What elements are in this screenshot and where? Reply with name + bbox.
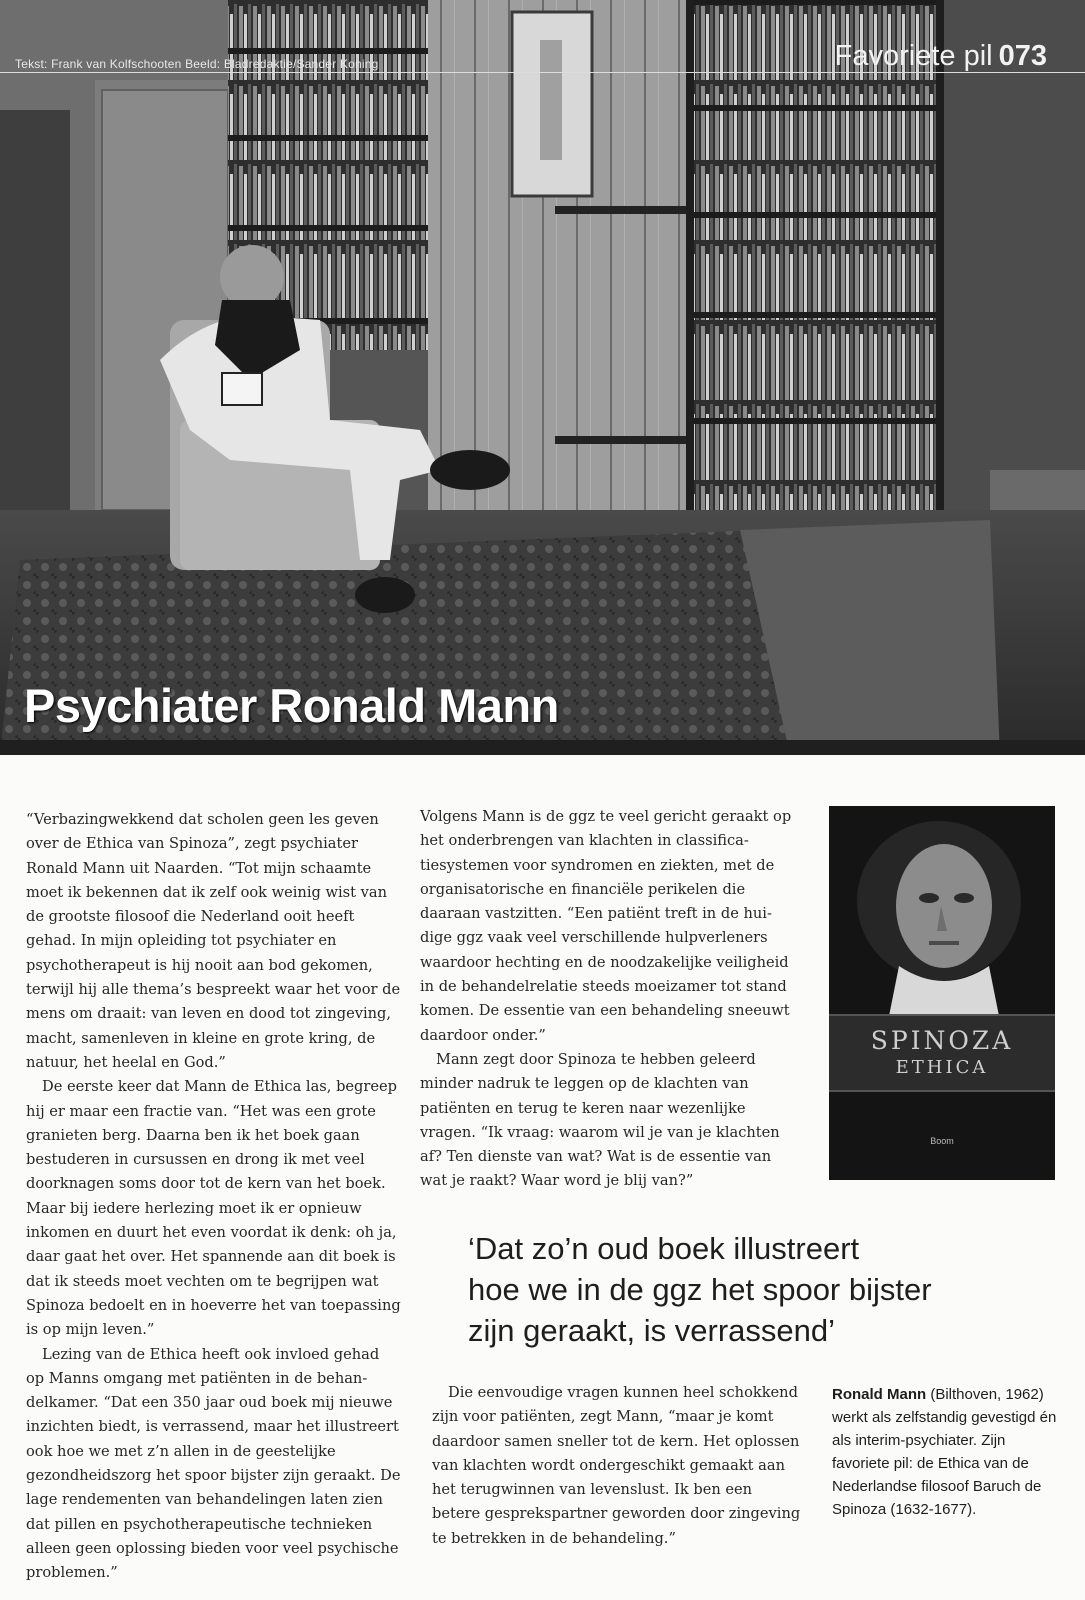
book-publisher: Boom [930,1136,954,1146]
paragraph: “Verbazingwekkend dat scholen geen les geven over de Ethica van Spinoza”, zegt psychiater Ronald Mann uit Naarden. “Tot mijn schaamte moet ik bekennen dat ik zelf ook weinig wist van de grootste filosoof die Nederland ooit heeft gehad. In mijn opleiding tot psychiater en psychotherapeut is hij nooit aan bod gekomen, terwijl hij alle thema’s bespreekt waar het voor de mens om draait: van leven en dood tot zingeving, macht, samenleven in kleine en grote kring, de natuur, het heelal en God.” [26,811,401,1071]
paragraph: Die eenvoudige vragen kunnen heel schokkend zijn voor patiënten, zegt Mann, “maar je komt daardoor samen sneller tot de kern. Het oplossen van klachten wordt ondergeschikt gemaakt aan het terugwinnen van levenslust. Ik ben een betere gesprekspartner geworden door zingeving te betrekken in de behandeling.” [432,1384,801,1547]
header-photo [0,0,1085,755]
bio-name: Ronald Mann [832,1386,927,1403]
pull-quote-line: hoe we in de ggz het spoor bijster [468,1272,932,1307]
author-bio [832,1383,1062,1521]
pull-quote-line: zijn geraakt, is verrassend’ [468,1313,835,1348]
article-column-2 [420,805,798,1194]
book-cover-image [829,806,1055,1180]
article-column-1 [26,808,401,1586]
book-title: SPINOZA [870,1026,1014,1055]
article-headline: Psychiater Ronald Mann [24,679,559,732]
photo-credit: Tekst: Frank van Kolfschooten Beeld: Bladredaktie/Sander Koning [15,57,379,71]
pull-quote-line: ‘Dat zo’n oud boek illustreert [468,1231,860,1266]
spinoza-portrait [829,806,1055,1180]
study-room-photo [0,0,1085,755]
pull-quote [468,1228,1068,1351]
paragraph: Volgens Mann is de ggz te veel gericht geraakt op het onderbrengen van klachten in classificatiesystemen voor syndromen en ziekten, met de organisatorische en financiële perikelen die daaraan vastzitten. “Een patiënt treft in de huidige ggz vaak veel verschillende hulpverleners waardoor hechting en de noodzakelijke veiligheid in de behandelrelatie steeds moeizamer tot stand komen. De essentie van een behandeling sneeuwt daardoor onder.” [420,808,792,1044]
section-label [835,40,1047,73]
paragraph: Mann zegt door Spinoza te hebben geleerd minder nadruk te leggen op de klachten van patiënten en terug te keren naar wezenlijke vragen. “Ik vraag: waarom wil je van je klachten af? Ten dienste van wat? Wat is de essentie van wat je raakt? Waar word je blij van?” [420,1050,780,1190]
paragraph: Lezing van de Ethica heeft ook invloed gehad op Manns omgang met patiënten in de behandelkamer. “Dat een 350 jaar oud boek mij nieuwe inzichten biedt, is verrassend, maar het illustreert ook hoe we met z’n allen in de geestelijke gezondheidszorg het spoor bijster zijn geraakt. De lage rendementen van behandelingen laten zien dat pillen en psychotherapeutische technieken alleen geen oplossing bieden voor veel psychische problemen.” [26,1345,401,1582]
article-column-3 [432,1381,802,1551]
book-subtitle: ETHICA [895,1057,989,1078]
paragraph: De eerste keer dat Mann de Ethica las, begreep hij er maar een fractie van. “Het was een grote granieten berg. Daarna ben ik het boek gaan bestuderen in cursussen en drong ik met veel doorknagen soms door tot de kern van het boek. Maar bij iedere herlezing moet ik er opnieuw inkomen en duurt het even voordat ik denk: oh ja, daar gaat het over. Het spannende aan dit boek is dat ik steeds moet vechten om te begrijpen wat Spinoza bedoelt en in hoeverre het van toepassing is op mijn leven.” [26,1078,401,1339]
bio-text: (Bilthoven, 1962) werkt als zelfstandig gevestigd én als interim-psychiater. Zijn favoriete pil: de Ethica van de Nederlandse filosoof Baruch de Spinoza (1632-1677). [832,1386,1057,1518]
page-number: 073 [998,40,1047,72]
section-name: Favoriete pil [834,40,993,72]
